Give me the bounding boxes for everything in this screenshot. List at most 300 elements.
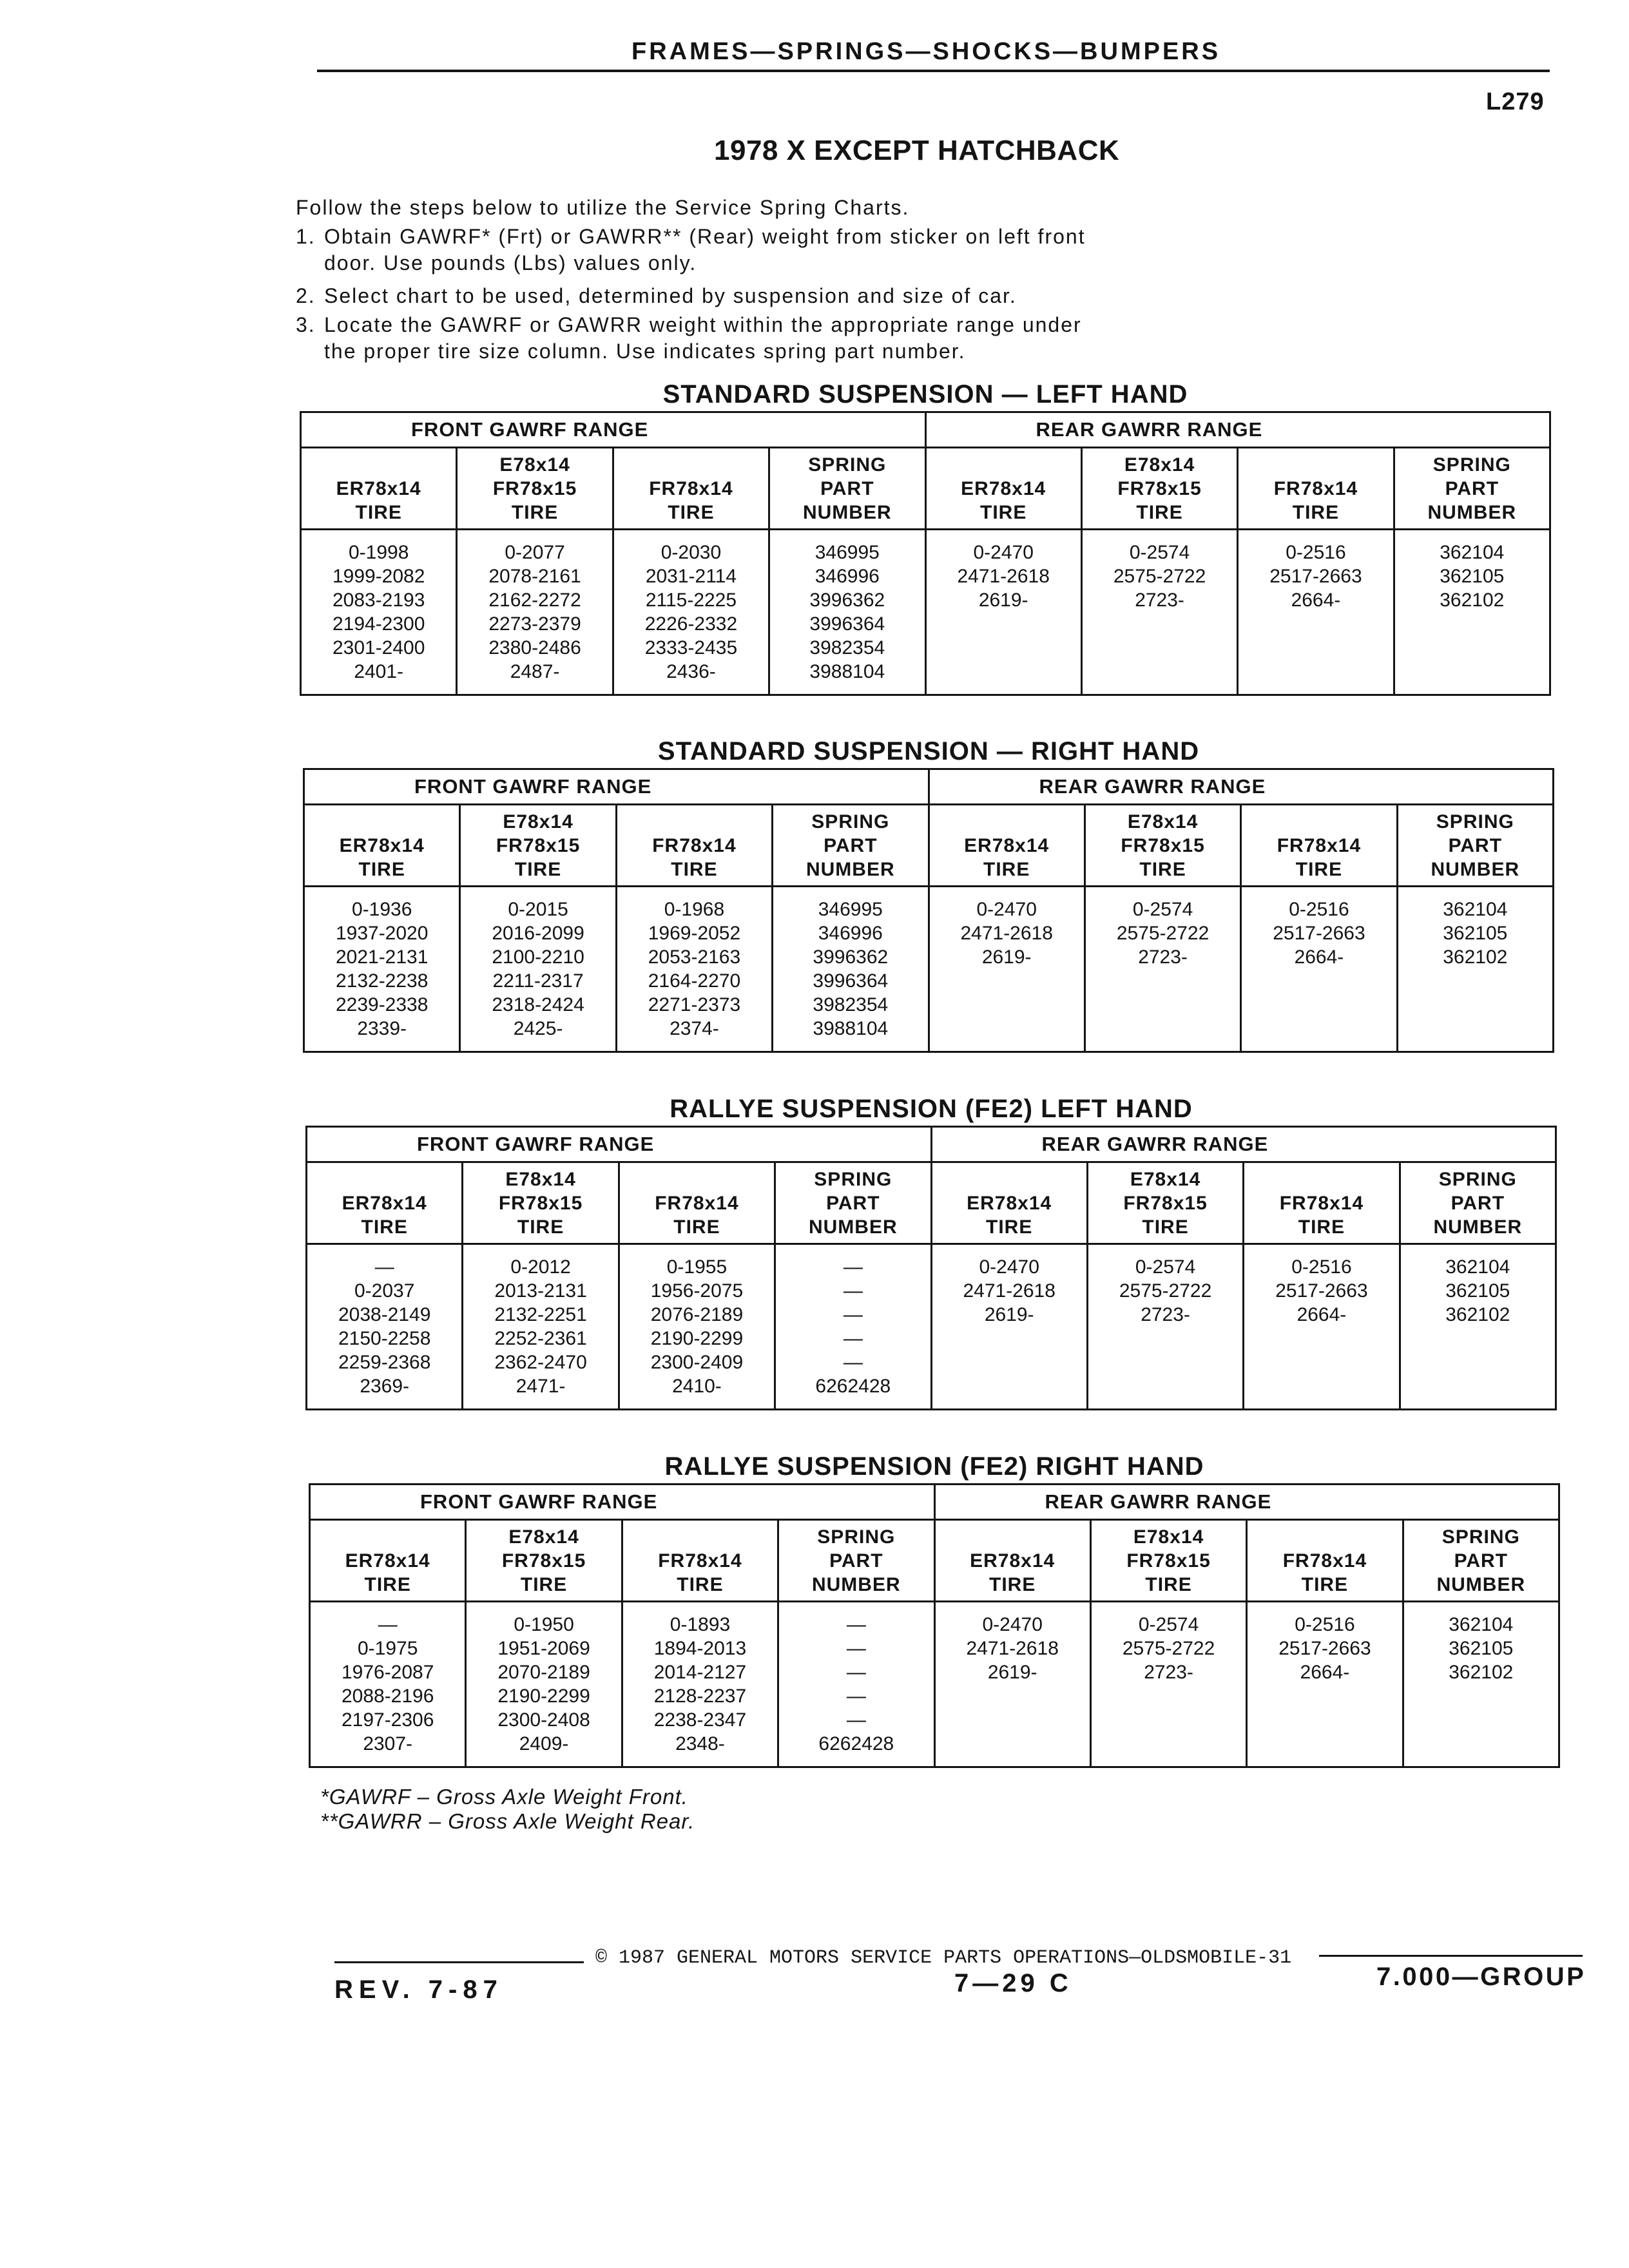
spring-chart-rallye-left-hand (305, 1092, 1557, 1410)
weight-range-value: 0-2470 (976, 899, 1037, 920)
front-weight-range-cell (301, 530, 457, 695)
weight-range-row (310, 1602, 1559, 1767)
front-weight-range-cell (622, 1602, 778, 1767)
rear-column-header (1090, 1520, 1246, 1602)
spring-part-number: 346996 (818, 923, 883, 944)
weight-range-value: 1969-2052 (648, 923, 741, 944)
spring-chart-rallye-right-hand (309, 1450, 1560, 1768)
column-header-line: ER78x14 (970, 1550, 1055, 1571)
instructions (296, 195, 1086, 365)
rear-column-header (1397, 805, 1553, 887)
front-column-header (778, 1520, 934, 1602)
front-column-header (457, 448, 613, 530)
weight-range-value: 0-2516 (1289, 899, 1349, 920)
spring-part-number: — (846, 1709, 866, 1731)
step-text (324, 312, 1082, 365)
spring-part-number: 362105 (1440, 566, 1505, 587)
front-spring-part-number-cell (775, 1244, 931, 1410)
column-header-row (301, 448, 1550, 530)
weight-range-value: 2374- (670, 1018, 719, 1039)
weight-range-value: 0-2470 (982, 1614, 1043, 1635)
weight-range-value: 2150-2258 (338, 1328, 431, 1349)
weight-range-value: 2013-2131 (494, 1280, 587, 1302)
column-header-line: TIRE (1136, 502, 1183, 523)
instruction-step-3 (296, 312, 1086, 365)
weight-range-value: 0-2574 (1138, 1614, 1199, 1635)
rear-column-header (1400, 1162, 1556, 1244)
front-range-label: FRONT GAWRF RANGE (307, 1127, 932, 1162)
spring-part-number: — (846, 1638, 866, 1659)
group-number: 7.000—GROUP (1376, 1963, 1586, 1991)
column-header-line: TIRE (983, 859, 1030, 880)
weight-range-value: 2211-2317 (492, 970, 584, 992)
rear-weight-range-cell (1084, 887, 1240, 1052)
front-column-header (622, 1520, 778, 1602)
column-header-line: ER78x14 (342, 1193, 427, 1214)
column-header-line: ER78x14 (967, 1193, 1052, 1214)
weight-range-value: 2031-2114 (645, 566, 737, 587)
weight-range-value: 2194-2300 (332, 613, 425, 635)
column-header-line: SPRING (814, 1169, 892, 1190)
column-header-line: NUMBER (802, 502, 892, 523)
weight-range-value: 0-1998 (348, 542, 409, 563)
spring-chart-table (305, 1126, 1557, 1410)
spring-part-number: — (843, 1352, 863, 1373)
weight-range-value: 0-2470 (973, 542, 1034, 563)
rear-spring-part-number-cell (1400, 1244, 1556, 1410)
spring-part-number: 362104 (1440, 542, 1505, 563)
column-header-line: ER78x14 (961, 478, 1046, 499)
weight-range-value: 0-1936 (351, 899, 412, 920)
column-header-line: FR78x14 (1277, 835, 1362, 856)
column-header-line: SPRING (811, 811, 890, 832)
weight-range-value: 2380-2486 (488, 637, 581, 658)
step-line: Obtain GAWRF* (Frt) or GAWRR** (Rear) weight from sticker on left front (324, 225, 1086, 248)
weight-range-value: 0-1968 (664, 899, 725, 920)
weight-range-value: 0-1975 (357, 1638, 418, 1659)
weight-range-value: 2088-2196 (341, 1686, 434, 1707)
weight-range-value: 2164-2270 (648, 970, 741, 992)
weight-range-value: 2723- (1135, 590, 1184, 611)
column-header-line: NUMBER (805, 859, 895, 880)
front-weight-range-cell (463, 1244, 619, 1410)
weight-range-value: 2070-2189 (497, 1662, 590, 1683)
column-header-line: TIRE (986, 1216, 1033, 1238)
weight-range-value: 2401- (354, 661, 404, 682)
column-header-line: TIRE (520, 1574, 568, 1595)
weight-range-value: 2226-2332 (644, 613, 738, 635)
weight-range-value: 2723- (1144, 1662, 1193, 1683)
column-header-line: PART (820, 478, 874, 499)
weight-range-row (301, 530, 1550, 695)
column-header-line: E78x14 (1124, 454, 1195, 476)
spring-part-number: — (846, 1662, 866, 1683)
spring-part-number: 3988104 (813, 1018, 889, 1039)
front-range-label: FRONT GAWRF RANGE (301, 412, 926, 448)
weight-range-value: 2723- (1138, 947, 1188, 968)
column-header-line: TIRE (361, 1216, 408, 1238)
column-header-line: TIRE (1142, 1216, 1189, 1238)
spring-chart-table (303, 768, 1554, 1053)
column-header-line: SPRING (817, 1526, 896, 1548)
weight-range-value: 2162-2272 (488, 590, 581, 611)
rear-spring-part-number-cell (1394, 530, 1550, 695)
rear-column-header (1244, 1162, 1400, 1244)
header-rule (317, 70, 1550, 72)
front-weight-range-cell (613, 530, 769, 695)
weight-range-value: 0-2015 (508, 899, 568, 920)
chart-title: RALLYE SUSPENSION (FE2) RIGHT HAND (664, 1452, 1204, 1481)
column-header-line: TIRE (1139, 859, 1186, 880)
column-header-line: FR78x14 (1273, 478, 1358, 499)
column-header-line: FR78x14 (652, 835, 737, 856)
column-header-line: FR78x14 (1282, 1550, 1367, 1571)
weight-range-value: 2038-2149 (338, 1304, 431, 1325)
column-header-line: E78x14 (1130, 1169, 1201, 1190)
column-header-line: TIRE (364, 1574, 411, 1595)
weight-range-value: 2517-2663 (1273, 923, 1365, 944)
weight-range-value: 0-2516 (1295, 1614, 1355, 1635)
weight-range-value: 2333-2435 (644, 637, 738, 658)
column-header-line: TIRE (355, 502, 402, 523)
spring-part-number: 362104 (1449, 1614, 1514, 1635)
rear-weight-range-cell (929, 887, 1084, 1052)
column-header-line: PART (1451, 1193, 1505, 1214)
rear-column-header (1241, 805, 1397, 887)
weight-range-value: 2410- (672, 1376, 722, 1397)
front-weight-range-cell (307, 1244, 463, 1410)
running-head: FRAMES—SPRINGS—SHOCKS—BUMPERS (631, 38, 1221, 65)
column-header-line: TIRE (517, 1216, 564, 1238)
front-weight-range-cell (616, 887, 772, 1052)
weight-range-value: 2425- (513, 1018, 563, 1039)
weight-range-value: 2021-2131 (335, 947, 429, 968)
spring-part-number: 362104 (1445, 1256, 1510, 1278)
front-weight-range-cell (457, 530, 613, 695)
column-header-line: PART (1454, 1550, 1509, 1571)
front-range-label: FRONT GAWRF RANGE (304, 769, 929, 805)
weight-range-value: 2078-2161 (488, 566, 581, 587)
weight-range-value: 2300-2408 (497, 1709, 590, 1731)
weight-range-value: 2053-2163 (648, 947, 741, 968)
spring-part-number: 362105 (1445, 1280, 1510, 1302)
range-header-row (310, 1485, 1559, 1520)
column-header-line: TIRE (673, 1216, 720, 1238)
weight-range-value: 2517-2663 (1278, 1638, 1371, 1659)
column-header-line: TIRE (511, 502, 559, 523)
weight-range-value: 2259-2368 (338, 1352, 431, 1373)
rear-range-label: REAR GAWRR RANGE (925, 412, 1550, 448)
front-weight-range-cell (460, 887, 616, 1052)
rear-weight-range-cell (934, 1602, 1090, 1767)
column-header-line: TIRE (514, 859, 562, 880)
step-text (324, 283, 1017, 309)
weight-range-value: 2239-2338 (335, 994, 429, 1015)
rear-column-header (1247, 1520, 1403, 1602)
front-spring-part-number-cell (773, 887, 929, 1052)
weight-range-value: — (378, 1614, 398, 1635)
weight-range-value: 2575-2722 (1119, 1280, 1212, 1302)
weight-range-value: 2190-2299 (497, 1686, 590, 1707)
column-header-line: PART (824, 835, 878, 856)
weight-range-value: 1951-2069 (497, 1638, 590, 1659)
column-header-line: FR78x15 (498, 1193, 583, 1214)
spring-part-number: 362102 (1449, 1662, 1514, 1683)
column-header-line: TIRE (989, 1574, 1036, 1595)
column-header-line: NUMBER (1431, 859, 1520, 880)
spring-part-number: — (846, 1686, 866, 1707)
spring-part-number: 362102 (1445, 1304, 1510, 1325)
front-column-header (310, 1520, 466, 1602)
spring-part-number: 6262428 (815, 1376, 891, 1397)
spring-part-number: 362104 (1443, 899, 1508, 920)
column-header-line: FR78x15 (1126, 1550, 1211, 1571)
weight-range-value: 2076-2189 (650, 1304, 744, 1325)
rear-column-header (1087, 1162, 1243, 1244)
footnotes (320, 1785, 695, 1834)
column-header-line: E78x14 (505, 1169, 576, 1190)
front-column-header (769, 448, 925, 530)
weight-range-value: 2575-2722 (1116, 923, 1210, 944)
rear-spring-part-number-cell (1397, 887, 1553, 1052)
rear-weight-range-cell (1081, 530, 1237, 695)
weight-range-value: 2619- (981, 947, 1032, 968)
column-header-line: SPRING (1438, 1169, 1517, 1190)
weight-range-value: 0-2574 (1132, 899, 1193, 920)
spring-part-number: 3996362 (809, 590, 885, 611)
weight-range-value: 2575-2722 (1113, 566, 1206, 587)
column-header-line: TIRE (1295, 859, 1343, 880)
front-column-header (307, 1162, 463, 1244)
spring-chart-table (300, 411, 1551, 696)
rear-column-header (1084, 805, 1240, 887)
column-header-line: SPRING (1432, 454, 1511, 476)
weight-range-value: 2619- (984, 1304, 1034, 1325)
column-header-line: E78x14 (1127, 811, 1199, 832)
weight-range-value: 2517-2663 (1269, 566, 1362, 587)
rear-column-header (931, 1162, 1087, 1244)
weight-range-value: 2307- (363, 1733, 413, 1754)
column-header-line: E78x14 (1133, 1526, 1204, 1548)
spring-part-number: 3996362 (813, 947, 889, 968)
step-line: Locate the GAWRF or GAWRR weight within the appropriate range under (324, 313, 1082, 336)
column-header-line: TIRE (671, 859, 718, 880)
weight-range-value: 2273-2379 (488, 613, 581, 635)
weight-range-value: 2238-2347 (653, 1709, 747, 1731)
column-header-line: NUMBER (1433, 1216, 1523, 1238)
weight-range-value: 2619- (978, 590, 1028, 611)
weight-range-value: 2369- (360, 1376, 410, 1397)
chart-title: RALLYE SUSPENSION (FE2) LEFT HAND (670, 1095, 1193, 1123)
column-header-line: TIRE (1145, 1574, 1192, 1595)
weight-range-value: 1937-2020 (335, 923, 429, 944)
spring-part-number: — (843, 1256, 863, 1278)
weight-range-value: 2664- (1300, 1662, 1350, 1683)
column-header-line: TIRE (677, 1574, 724, 1595)
front-weight-range-cell (466, 1602, 622, 1767)
rear-column-header (1081, 448, 1237, 530)
column-header-line: FR78x15 (1121, 835, 1205, 856)
weight-range-row (304, 887, 1554, 1052)
weight-range-value: 0-1893 (670, 1614, 731, 1635)
weight-range-value: 0-2077 (505, 542, 565, 563)
front-spring-part-number-cell (778, 1602, 934, 1767)
spring-part-number: — (843, 1304, 863, 1325)
rear-column-header (1403, 1520, 1559, 1602)
column-header-line: SPRING (808, 454, 887, 476)
column-header-line: TIRE (1298, 1216, 1345, 1238)
rear-weight-range-cell (1247, 1602, 1403, 1767)
front-column-header (775, 1162, 931, 1244)
column-header-line: FR78x14 (1279, 1193, 1364, 1214)
weight-range-value: 2664- (1296, 1304, 1347, 1325)
rear-weight-range-cell (931, 1244, 1087, 1410)
rear-range-label: REAR GAWRR RANGE (929, 769, 1554, 805)
footer-rule (334, 1961, 584, 1963)
spring-part-number: 3982354 (809, 637, 885, 658)
spring-part-number: — (843, 1328, 863, 1349)
column-header-line: NUMBER (811, 1574, 901, 1595)
weight-range-value: 2100-2210 (492, 947, 584, 968)
footer-copyright: © 1987 GENERAL MOTORS SERVICE PARTS OPERATIONS—OLDSMOBILE-31 (595, 1947, 1292, 1969)
spring-part-number: — (846, 1614, 866, 1635)
column-header-line: E78x14 (499, 454, 570, 476)
column-header-line: SPRING (1436, 811, 1514, 832)
spring-part-number: 362102 (1440, 590, 1505, 611)
spring-part-number: 362102 (1443, 947, 1508, 968)
column-header-line: ER78x14 (336, 478, 421, 499)
front-column-header (619, 1162, 775, 1244)
weight-range-value: 2664- (1294, 947, 1344, 968)
weight-range-value: 0-2574 (1135, 1256, 1196, 1278)
weight-range-value: 2471- (516, 1376, 566, 1397)
column-header-line: PART (1445, 478, 1499, 499)
spring-part-number: 362105 (1449, 1638, 1514, 1659)
front-range-label: FRONT GAWRF RANGE (310, 1485, 935, 1520)
range-header-row (307, 1127, 1556, 1162)
column-header-line: SPRING (1441, 1526, 1520, 1548)
weight-range-value: 2197-2306 (341, 1709, 434, 1731)
column-header-line: TIRE (1292, 502, 1340, 523)
weight-range-value: 1894-2013 (653, 1638, 747, 1659)
weight-range-value: 0-2574 (1129, 542, 1190, 563)
column-header-line: PART (1448, 835, 1503, 856)
footnote-gawrf: *GAWRF – Gross Axle Weight Front. (320, 1785, 688, 1809)
spring-part-number: 3988104 (809, 661, 885, 682)
rear-column-header (929, 805, 1084, 887)
step-text (324, 224, 1086, 276)
weight-range-value: — (374, 1256, 394, 1278)
weight-range-value: 2409- (519, 1733, 569, 1754)
rear-spring-part-number-cell (1403, 1602, 1559, 1767)
rear-column-header (934, 1520, 1090, 1602)
spring-part-number: 362105 (1443, 923, 1508, 944)
rear-column-header (1394, 448, 1550, 530)
column-header-line: NUMBER (808, 1216, 898, 1238)
weight-range-value: 2619- (987, 1662, 1037, 1683)
column-header-line: FR78x15 (496, 835, 581, 856)
spring-part-number: 3996364 (809, 613, 885, 635)
front-column-header (773, 805, 929, 887)
weight-range-value: 0-2037 (354, 1280, 415, 1302)
column-header-line: ER78x14 (345, 1550, 430, 1571)
column-header-line: NUMBER (1427, 502, 1517, 523)
weight-range-value: 2190-2299 (650, 1328, 744, 1349)
instruction-step-2 (296, 283, 1086, 309)
weight-range-value: 2252-2361 (494, 1328, 587, 1349)
rear-weight-range-cell (925, 530, 1081, 695)
front-column-header (613, 448, 769, 530)
rear-column-header (1238, 448, 1394, 530)
chart-title: STANDARD SUSPENSION — RIGHT HAND (657, 737, 1200, 765)
column-header-line: PART (829, 1550, 883, 1571)
weight-range-value: 2132-2251 (494, 1304, 587, 1325)
column-header-line: ER78x14 (964, 835, 1050, 856)
spring-part-number: 3982354 (813, 994, 889, 1015)
weight-range-value: 2436- (666, 661, 716, 682)
column-header-line: TIRE (980, 502, 1027, 523)
page-number: 7—29 C (954, 1969, 1072, 1997)
weight-range-value: 2014-2127 (653, 1662, 747, 1683)
column-header-line: TIRE (1301, 1574, 1349, 1595)
weight-range-value: 2487- (510, 661, 560, 682)
front-column-header (460, 805, 616, 887)
weight-range-value: 2083-2193 (332, 590, 425, 611)
column-header-line: E78x14 (503, 811, 574, 832)
column-header-line: NUMBER (1436, 1574, 1526, 1595)
revision-date: REV. 7-87 (334, 1975, 503, 2004)
weight-range-value: 1999-2082 (332, 566, 425, 587)
column-header-row (307, 1162, 1556, 1244)
footnote-gawrr: **GAWRR – Gross Axle Weight Rear. (320, 1809, 695, 1833)
weight-range-value: 2339- (357, 1018, 407, 1039)
column-header-line: FR78x15 (501, 1550, 586, 1571)
spring-chart-standard-left-hand (300, 378, 1551, 696)
footer-rule (1319, 1955, 1583, 1957)
rear-range-label: REAR GAWRR RANGE (931, 1127, 1556, 1162)
weight-range-value: 0-1955 (666, 1256, 728, 1278)
step-number: 3. (296, 313, 316, 336)
weight-range-value: 2362-2470 (494, 1352, 587, 1373)
weight-range-row (307, 1244, 1556, 1410)
column-header-line: PART (826, 1193, 880, 1214)
weight-range-value: 0-2030 (660, 542, 722, 563)
weight-range-value: 2471-2618 (963, 1280, 1055, 1302)
weight-range-value: 2132-2238 (335, 970, 429, 992)
weight-range-value: 2016-2099 (492, 923, 584, 944)
weight-range-value: 2664- (1291, 590, 1341, 611)
weight-range-value: 2128-2237 (653, 1686, 747, 1707)
spring-part-number: 6262428 (818, 1733, 894, 1754)
front-column-header (304, 805, 460, 887)
rear-column-header (925, 448, 1081, 530)
column-header-line: ER78x14 (339, 835, 425, 856)
front-column-header (616, 805, 772, 887)
weight-range-value: 2271-2373 (648, 994, 741, 1015)
step-number: 2. (296, 284, 316, 307)
step-line: door. Use pounds (Lbs) values only. (324, 251, 697, 274)
column-header-row (310, 1520, 1559, 1602)
column-header-line: FR78x14 (655, 1193, 739, 1214)
spring-chart-table (309, 1483, 1560, 1768)
front-column-header (463, 1162, 619, 1244)
spring-part-number: 346995 (815, 542, 880, 563)
weight-range-value: 1956-2075 (650, 1280, 744, 1302)
column-header-line: FR78x14 (658, 1550, 742, 1571)
step-line: Select chart to be used, determined by suspension and size of car. (324, 284, 1017, 307)
weight-range-value: 2348- (675, 1733, 725, 1754)
weight-range-value: 0-2470 (979, 1256, 1039, 1278)
